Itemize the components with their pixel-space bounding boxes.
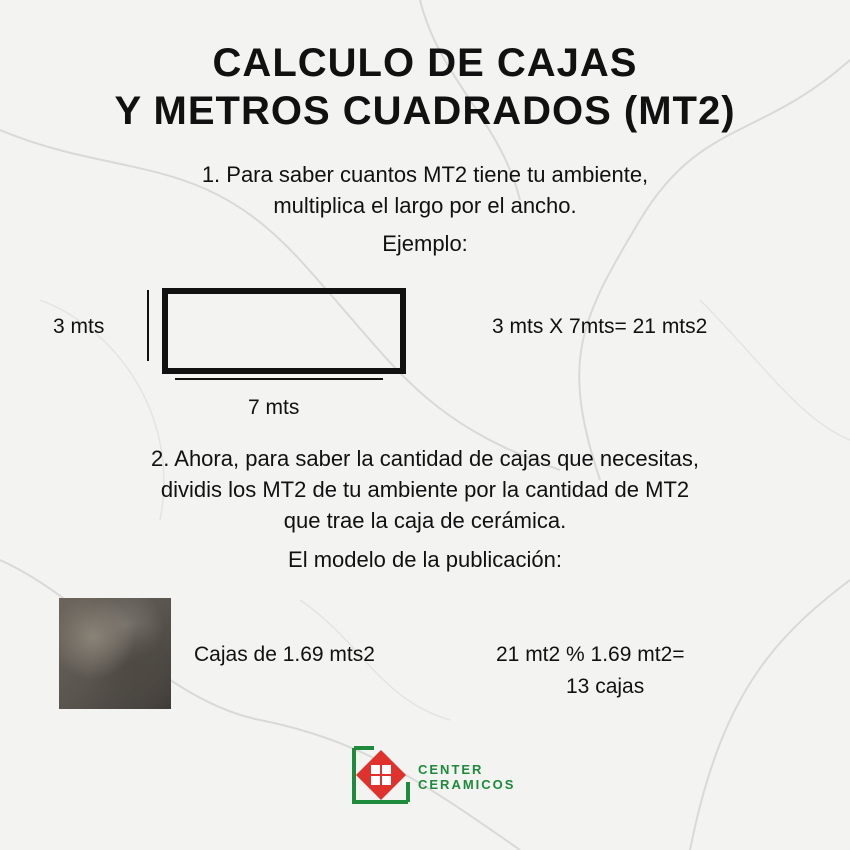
height-dimension-line xyxy=(147,290,149,361)
box-size-label: Cajas de 1.69 mts2 xyxy=(194,643,375,666)
width-label: 7 mts xyxy=(248,396,300,419)
title-line-2: Y METROS CUADRADOS (MT2) xyxy=(114,89,736,133)
title-line-1: CALCULO DE CAJAS xyxy=(212,41,638,85)
step2-line-2: dividis los MT2 de tu ambiente por la cantidad de MT2 xyxy=(160,477,690,502)
center-ceramicos-logo-icon xyxy=(350,744,412,806)
example-label: Ejemplo: xyxy=(382,231,468,256)
room-rectangle xyxy=(162,288,406,374)
box-formula-line-1: 21 mt2 % 1.69 mt2= xyxy=(496,643,685,666)
step2-line-3: que trae la caja de cerámica. xyxy=(283,508,567,533)
step1-line-1: 1. Para saber cuantos MT2 tiene tu ambiente, xyxy=(201,162,649,187)
width-dimension-line xyxy=(175,378,383,380)
model-label: El modelo de la publicación: xyxy=(288,547,562,572)
height-label: 3 mts xyxy=(53,315,105,338)
brand-line-2: CERAMICOS xyxy=(418,777,516,792)
area-formula: 3 mts X 7mts= 21 mts2 xyxy=(492,315,708,338)
tile-sample-image xyxy=(59,598,171,709)
box-formula-line-2: 13 cajas xyxy=(566,675,645,698)
brand-line-1: CENTER xyxy=(418,762,484,777)
step2-line-1: 2. Ahora, para saber la cantidad de cajas que necesitas, xyxy=(151,446,699,471)
step1-line-2: multiplica el largo por el ancho. xyxy=(273,193,577,218)
